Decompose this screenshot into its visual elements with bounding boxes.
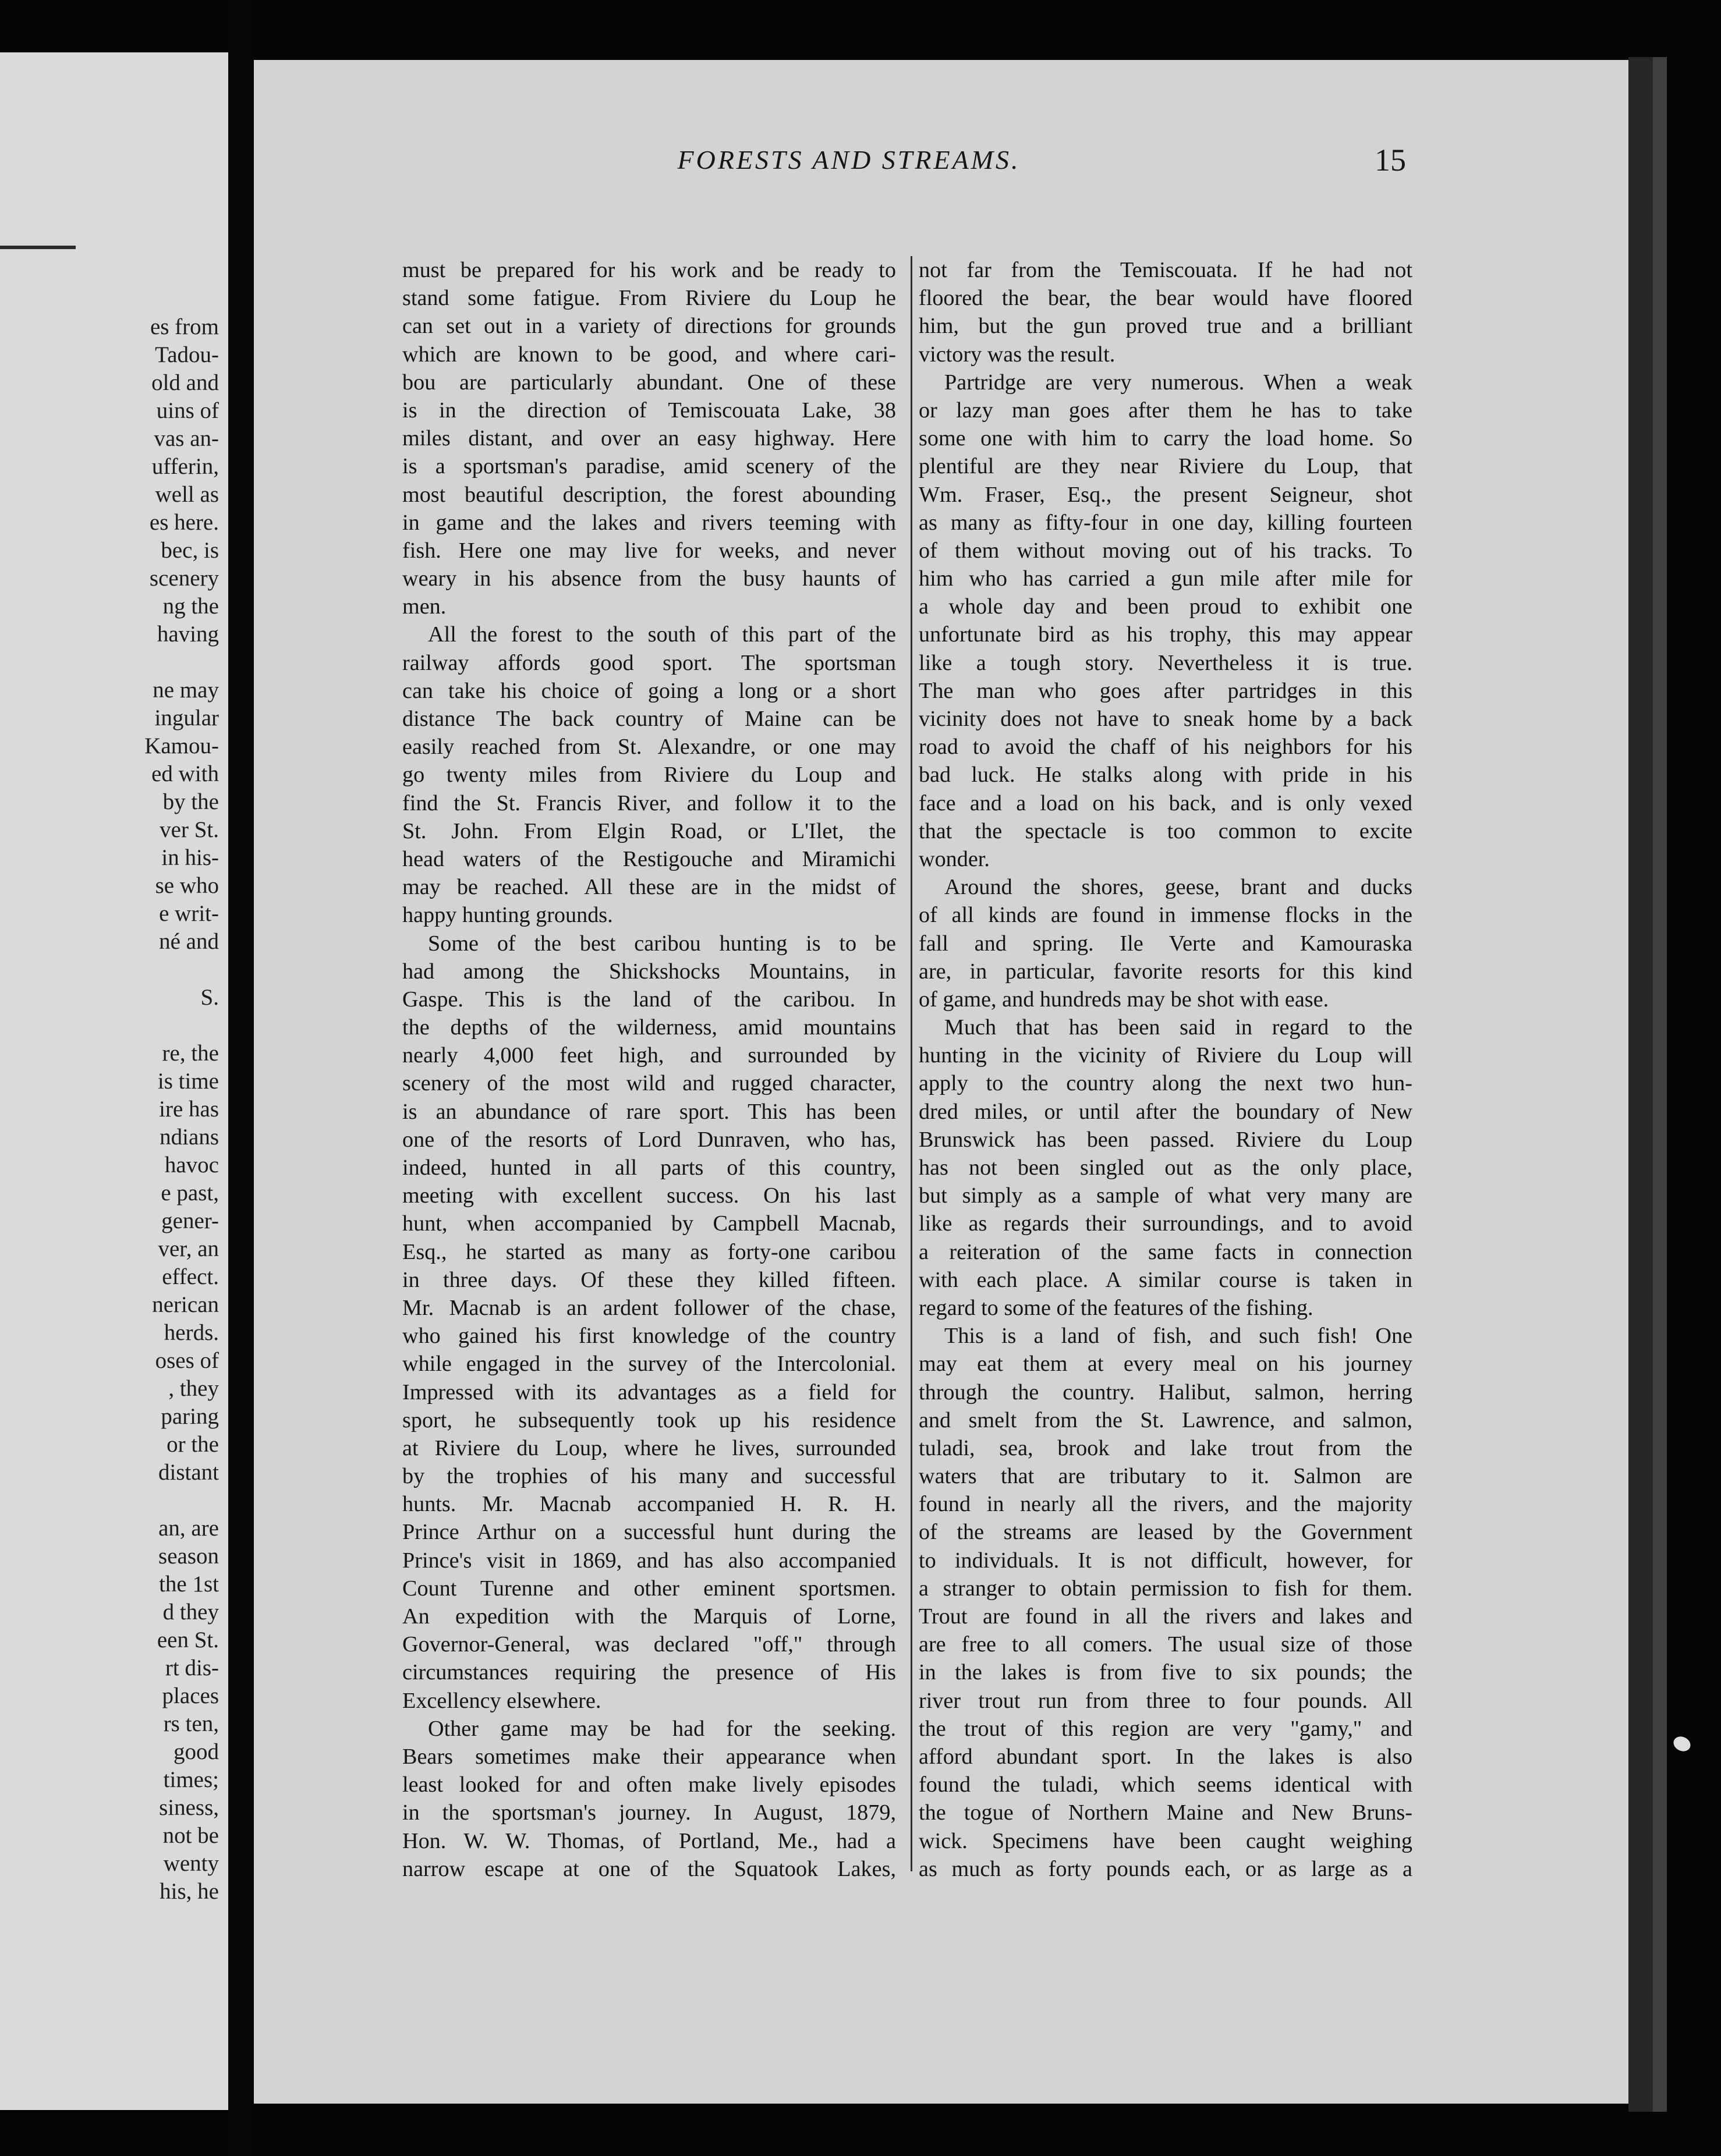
text-line: Mr. Macnab is an ardent follower of the chase, [402,1295,896,1320]
fragment-line [0,956,219,984]
fragment-line: , they [168,1376,219,1401]
text-line: fall and spring. Ile Verte and Kamouraska [919,931,1412,956]
text-line: the trout of this region are very "gamy," and [919,1716,1412,1741]
fragment-line: siness, [159,1795,219,1820]
text-line: Other game may be had for the seeking. [428,1716,896,1741]
text-line: through the country. Halibut, salmon, herring [919,1380,1412,1405]
fragment-line: S. [200,985,219,1010]
fragment-line: se who [155,873,219,898]
previous-page-text [0,313,219,1906]
text-line: head waters of the Restigouche and Miramichi [402,846,896,871]
text-line: of the streams are leased by the Government [919,1520,1412,1545]
book-gutter [228,0,254,2156]
text-line: found the tuladi, which seems identical with [919,1772,1412,1797]
text-line: one of the resorts of Lord Dunraven, who has, [402,1127,896,1152]
text-line: river trout run from three to four pounds. All [919,1688,1412,1713]
text-line: Gaspe. This is the land of the caribou. In [402,987,896,1012]
text-line: Much that has been said in regard to the [944,1015,1412,1040]
text-line: may be reached. All these are in the midst of [402,875,896,900]
fragment-line: ne may [153,678,219,703]
text-line: which are known to be good, and where cari- [402,342,896,367]
text-line: easily reached from St. Alexandre, or one may [402,735,896,760]
text-line: had among the Shickshocks Mountains, in [402,959,896,984]
fragment-line [0,1012,219,1040]
column-rule [911,256,912,1871]
fragment-line: d they [162,1600,219,1625]
fragment-line: herds. [164,1320,219,1345]
fragment-line: is time [157,1069,219,1094]
fragment-line: ed with [151,761,219,786]
text-line: of game, and hundreds may be shot with ease. [919,987,1329,1012]
text-line: that the spectacle is too common to excite [919,818,1412,843]
text-line: the togue of Northern Maine and New Bruns- [919,1800,1412,1825]
text-line: or lazy man goes after them he has to take [919,398,1412,423]
text-line: are, in particular, favorite resorts for this kind [919,959,1412,984]
fragment-line: rt dis- [165,1655,219,1680]
fragment-line: old and [151,370,219,395]
text-line: hunting in the vicinity of Riviere du Loup will [919,1043,1412,1068]
fragment-line: re, the [162,1041,219,1066]
text-line: him who has carried a gun mile after mile for [919,566,1412,591]
fragment-line: ufferin, [151,454,219,479]
fragment-line: bec, is [161,538,219,563]
text-line: who gained his first knowledge of the country [402,1324,896,1349]
text-line: weary in his absence from the busy haunts of [402,566,896,591]
text-line: face and a load on his back, and is only vexed [919,790,1412,815]
text-line: fish. Here one may live for weeks, and never [402,538,896,563]
text-line: to individuals. It is not difficult, however, for [919,1548,1412,1573]
text-line: miles distant, and over an easy highway. Here [402,426,896,451]
fragment-line: né and [159,929,219,954]
text-line: a whole day and been proud to exhibit one [919,594,1412,619]
text-line: dred miles, or until after the boundary of New [919,1099,1412,1124]
fragment-line: by the [162,789,219,814]
text-line: in three days. Of these they killed fifteen. [402,1267,896,1292]
text-line: Brunswick has been passed. Riviere du Loup [919,1127,1412,1152]
fragment-line: having [157,622,219,647]
fragment-line: the 1st [159,1572,219,1597]
text-line: most beautiful description, the forest abounding [402,482,896,507]
running-title: FORESTS AND STREAMS. [677,145,1021,175]
text-line: the depths of the wilderness, amid mountains [402,1015,896,1040]
fragment-line: een St. [157,1627,219,1653]
text-line: as many as fifty-four in one day, killing fourteen [919,510,1412,535]
page-edge-inner [1653,57,1667,2112]
text-line: meeting with excellent success. On his last [402,1183,896,1208]
text-line: Prince's visit in 1869, and has also accompanied [402,1548,896,1573]
text-line: like as regards their surroundings, and to avoid [919,1211,1412,1236]
fragment-line: paring [161,1404,219,1429]
fragment-line: ver, an [158,1236,219,1261]
text-line: hunt, when accompanied by Campbell Macnab, [402,1211,896,1236]
fragment-line: in his- [161,845,219,870]
text-line: afford abundant sport. In the lakes is also [919,1744,1412,1769]
fragment-line: scenery [149,566,219,591]
text-line: circumstances requiring the presence of His [402,1660,896,1685]
text-line: floored the bear, the bear would have floored [919,286,1412,311]
text-line: apply to the country along the next two hun- [919,1071,1412,1096]
text-line: at Riviere du Loup, where he lives, surrounded [402,1435,896,1460]
text-line: Impressed with its advantages as a field for [402,1380,896,1405]
text-line: has not been singled out as the only place, [919,1155,1412,1180]
fragment-line: well as [155,482,219,507]
fragment-line: e writ- [159,901,219,926]
text-line: a reiteration of the same facts in connection [919,1239,1412,1264]
text-line: hunts. Mr. Macnab accompanied H. R. H. [402,1492,896,1517]
section-rule [0,246,76,249]
fragment-line: oses of [155,1348,219,1373]
left-column [402,256,896,1880]
text-line: waters that are tributary to it. Salmon are [919,1464,1412,1489]
text-line: with each place. A similar course is taken in [919,1267,1412,1292]
right-column [919,256,1412,1880]
text-line: unfortunate bird as his trophy, this may appear [919,622,1412,647]
text-line: sport, he subsequently took up his residence [402,1407,896,1432]
fragment-line: es here. [149,510,219,535]
text-line: in the lakes is from five to six pounds; the [919,1660,1412,1685]
text-line: Wm. Fraser, Esq., the present Seigneur, shot [919,482,1412,507]
text-line: as much as forty pounds each, or as large as a [919,1856,1412,1880]
text-line: are free to all comers. The usual size of those [919,1632,1412,1657]
text-line: in game and the lakes and rivers teeming with [402,510,896,535]
page-edge [1628,57,1653,2112]
text-line: Governor-General, was declared "off," through [402,1632,896,1657]
text-line: not far from the Temiscouata. If he had not [919,258,1412,282]
fragment-line: rs ten, [163,1711,219,1736]
text-line: indeed, hunted in all parts of this country, [402,1155,896,1180]
fragment-line: or the [167,1432,219,1457]
fragment-line: an, are [158,1516,219,1541]
text-line: is an abundance of rare sport. This has been [402,1099,896,1124]
text-line: of all kinds are found in immense flocks in the [919,903,1412,928]
text-line: some one with him to carry the load home. So [919,426,1412,451]
fragment-line: Tadou- [155,342,219,367]
fragment-line: season [158,1544,219,1569]
text-line: can set out in a variety of directions for grounds [402,314,896,339]
text-line: The man who goes after partridges in this [919,678,1412,703]
text-line: Some of the best caribou hunting is to be [428,931,896,956]
text-line: An expedition with the Marquis of Lorne, [402,1604,896,1629]
text-line: Esq., he started as many as forty-one caribou [402,1239,896,1264]
fragment-line: times; [163,1767,219,1792]
text-line: happy hunting grounds. [402,903,613,928]
fragment-line [0,648,219,676]
text-line: regard to some of the features of the fishing. [919,1295,1313,1320]
fragment-line: places [162,1683,219,1708]
text-line: tuladi, sea, brook and lake trout from the [919,1435,1412,1460]
text-line: Trout are found in all the rivers and lakes and [919,1604,1412,1629]
text-line: men. [402,594,447,619]
text-line: scenery of the most wild and rugged character, [402,1071,896,1096]
text-line: bou are particularly abundant. One of these [402,370,896,395]
previous-page-fragment [0,52,228,2110]
text-line: wick. Specimens have been caught weighing [919,1828,1412,1853]
text-line: bad luck. He stalks along with pride in his [919,763,1412,788]
text-line: a stranger to obtain permission to fish for them. [919,1576,1412,1601]
scan-spot [1671,1734,1692,1754]
text-line: nearly 4,000 feet high, and surrounded by [402,1043,896,1068]
text-line: can take his choice of going a long or a short [402,678,896,703]
text-line: but simply as a sample of what very many are [919,1183,1412,1208]
text-line: him, but the gun proved true and a brilliant [919,314,1412,339]
text-line: while engaged in the survey of the Intercolonial. [402,1352,896,1377]
text-line: found in nearly all the rivers, and the majority [919,1492,1412,1517]
fragment-line: gener- [161,1208,219,1233]
fragment-line: wenty [163,1851,219,1876]
text-line: plentiful are they near Riviere du Loup, that [919,454,1412,479]
text-line: least looked for and often make lively episodes [402,1772,896,1797]
text-line: by the trophies of his many and successful [402,1464,896,1489]
text-line: distance The back country of Maine can be [402,707,896,731]
text-line: St. John. From Elgin Road, or L'Ilet, the [402,818,896,843]
text-line: This is a land of fish, and such fish! One [944,1324,1412,1349]
text-line: vicinity does not have to sneak home by a back [919,707,1412,731]
page-number: 15 [1375,143,1406,178]
fragment-line: Kamou- [144,733,219,758]
fragment-line: e past, [161,1180,219,1205]
fragment-line: his, he [160,1879,219,1904]
text-line: Excellency elsewhere. [402,1688,601,1713]
text-line: narrow escape at one of the Squatook Lakes, [402,1856,896,1880]
text-line: Bears sometimes make their appearance when [402,1744,896,1769]
text-line: may eat them at every meal on his journey [919,1352,1412,1377]
fragment-line: havoc [164,1153,219,1178]
text-line: railway affords good sport. The sportsman [402,650,896,675]
text-line: must be prepared for his work and be ready to [402,258,896,282]
fragment-line: not be [162,1823,219,1848]
text-line: Around the shores, geese, brant and ducks [944,875,1412,900]
fragment-line: ndians [160,1125,219,1150]
text-line: Hon. W. W. Thomas, of Portland, Me., had a [402,1828,896,1853]
fragment-line: good [173,1739,219,1764]
text-line: Partridge are very numerous. When a weak [944,370,1412,395]
fragment-line: ver St. [160,817,219,842]
fragment-line: uins of [156,398,219,423]
fragment-line: ng the [162,594,219,619]
text-line: Count Turenne and other eminent sportsmen. [402,1576,896,1601]
fragment-line: ingular [154,705,219,731]
fragment-line: effect. [162,1264,219,1289]
text-line: victory was the result. [919,342,1116,367]
text-line: of them without moving out of his tracks. To [919,538,1412,563]
text-line: find the St. Francis River, and follow it to the [402,790,896,815]
text-line: road to avoid the chaff of his neighbors for his [919,735,1412,760]
fragment-line: es from [150,314,219,339]
fragment-line [0,1487,219,1515]
fragment-line: vas an- [154,426,219,451]
text-line: is in the direction of Temiscouata Lake, 38 [402,398,896,423]
fragment-line: nerican [152,1292,219,1317]
text-line: Prince Arthur on a successful hunt during the [402,1520,896,1545]
text-line: go twenty miles from Riviere du Loup and [402,763,896,788]
fragment-line: ire has [159,1097,219,1122]
text-line: wonder. [919,846,990,871]
text-line: is a sportsman's paradise, amid scenery of the [402,454,896,479]
text-line: and smelt from the St. Lawrence, and salmon, [919,1407,1412,1432]
text-line: in the sportsman's journey. In August, 1879, [402,1800,896,1825]
fragment-line: distant [158,1460,219,1485]
text-line: stand some fatigue. From Riviere du Loup he [402,286,896,311]
text-line: All the forest to the south of this part of the [428,622,896,647]
text-line: like a tough story. Nevertheless it is true. [919,650,1412,675]
